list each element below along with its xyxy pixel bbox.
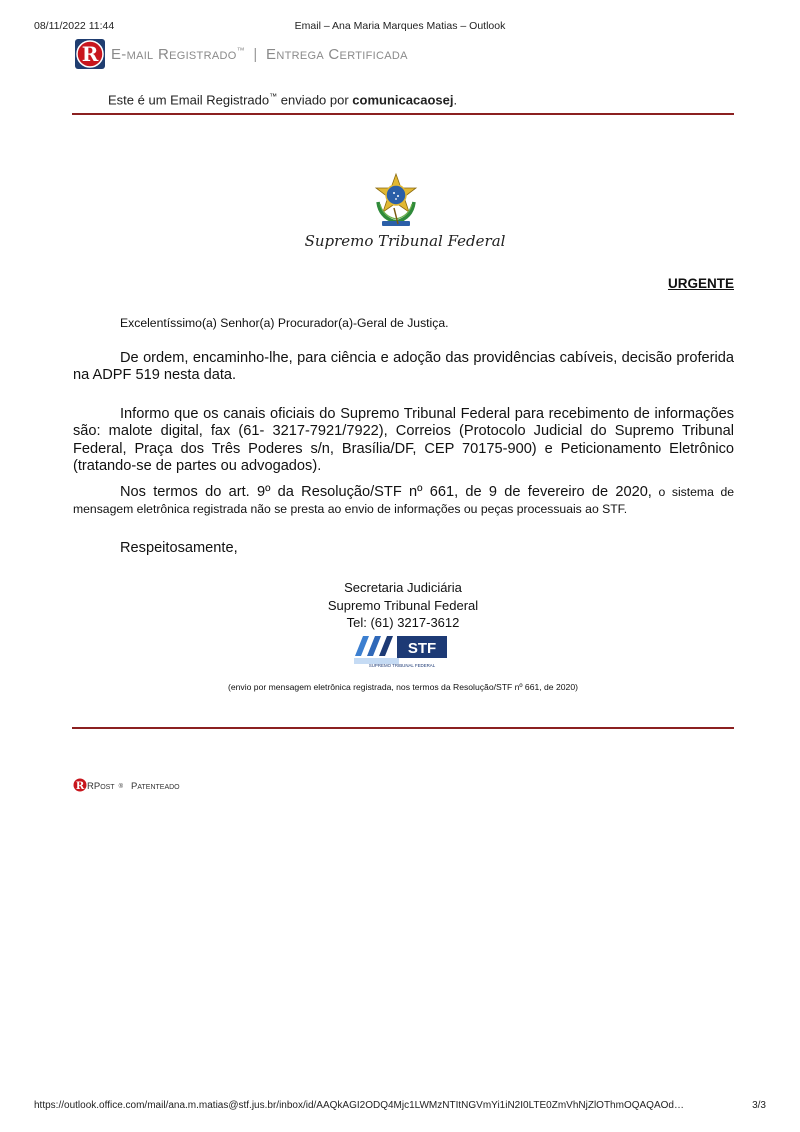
registered-email-notice bbox=[108, 92, 457, 107]
rpost-small-logo-letter: R bbox=[75, 781, 85, 792]
stf-logo-subtext: SUPREMO TRIBUNAL FEDERAL bbox=[368, 663, 436, 668]
brand-tm: ™ bbox=[236, 45, 245, 55]
footer-divider bbox=[72, 727, 734, 729]
paragraph-2-text: Informo que os canais oficiais do Supremo Tribunal Federal para recebimento de informações são: malote digital, fax (61- 3217-7921/7922), Correios (Protocolo Judicial do Supremo Tribunal Federal, Praça dos Três Poderes s/n, Brasília/DF, CEP 70175-900) e Peticionamento Eletrônico (tratando-se de partes ou advogados). bbox=[73, 406, 734, 475]
closing bbox=[73, 540, 734, 557]
rpost-registered-mark: ® bbox=[118, 783, 124, 790]
transmission-note: (envio por mensagem eletrônica registrada, nos termos da Resolução/STF nº 661, de 2020) bbox=[228, 682, 578, 692]
rpost-patent-line bbox=[73, 778, 180, 795]
intro-suffix: . bbox=[453, 92, 458, 108]
paragraph-1 bbox=[73, 350, 734, 385]
paragraph-3-main: Nos termos do art. 9º da Resolução/STF nº 661, de 9 de fevereiro de 2020, bbox=[120, 484, 652, 500]
paragraph-1-text: De ordem, encaminho-lhe, para ciência e adoção das providências cabíveis, decisão proferida na ADPF 519 nesta data. bbox=[73, 350, 734, 384]
print-datetime: 08/11/2022 11:44 bbox=[34, 20, 115, 32]
brand-separator: | bbox=[253, 45, 258, 63]
rpost-small-logo-icon bbox=[73, 778, 87, 795]
brand-title bbox=[111, 46, 408, 63]
stf-logo-text: STF bbox=[407, 640, 437, 657]
brand-certified-label: Entrega Certificada bbox=[266, 45, 408, 63]
intro-sender: comunicacaosej bbox=[352, 92, 454, 108]
brazil-coat-of-arms-icon bbox=[372, 172, 420, 230]
salutation: Excelentíssimo(a) Senhor(a) Procurador(a)-Geral de Justiça. bbox=[120, 316, 449, 330]
signature-court: Supremo Tribunal Federal bbox=[327, 598, 479, 613]
rpost-label: RPost bbox=[87, 781, 115, 792]
print-header bbox=[34, 20, 766, 34]
urgent-label: URGENTE bbox=[667, 276, 734, 291]
rpost-logo-letter: R bbox=[81, 42, 99, 66]
rpost-logo-icon bbox=[74, 38, 106, 70]
paragraph-2 bbox=[73, 406, 734, 476]
signature-department: Secretaria Judiciária bbox=[344, 580, 462, 595]
intro-prefix: Este é um Email Registrado bbox=[108, 92, 270, 108]
print-page-title: Email – Ana Maria Marques Matias – Outlook bbox=[294, 20, 506, 32]
paragraph-3-small: o sistema de mensagem eletrônica registrada não se presta ao envio de informações ou peças processuais ao STF. bbox=[73, 485, 735, 517]
intro-tm: ™ bbox=[269, 92, 278, 101]
stf-logo bbox=[353, 632, 451, 670]
closing-text: Respeitosamente, bbox=[120, 540, 238, 556]
rpost-brand-header bbox=[74, 36, 408, 72]
court-script-name: Supremo Tribunal Federal bbox=[304, 232, 506, 250]
print-url[interactable]: https://outlook.office.com/mail/ana.m.matias@stf.jus.br/inbox/id/AAQkAGI2ODQ4Mjc1LWMzNTItNGVmYi1iN2I0LTE0ZmVhNjZlOThmOQAQAOd… bbox=[34, 1100, 684, 1111]
intro-middle: enviado por bbox=[277, 92, 353, 108]
patented-label: Patenteado bbox=[131, 781, 180, 792]
print-page-number: 3/3 bbox=[752, 1100, 766, 1111]
header-divider bbox=[72, 113, 734, 115]
signature-phone: Tel: (61) 3217-3612 bbox=[346, 615, 460, 630]
paragraph-3 bbox=[73, 484, 734, 519]
brand-registered-label: E-mail Registrado bbox=[111, 45, 237, 63]
